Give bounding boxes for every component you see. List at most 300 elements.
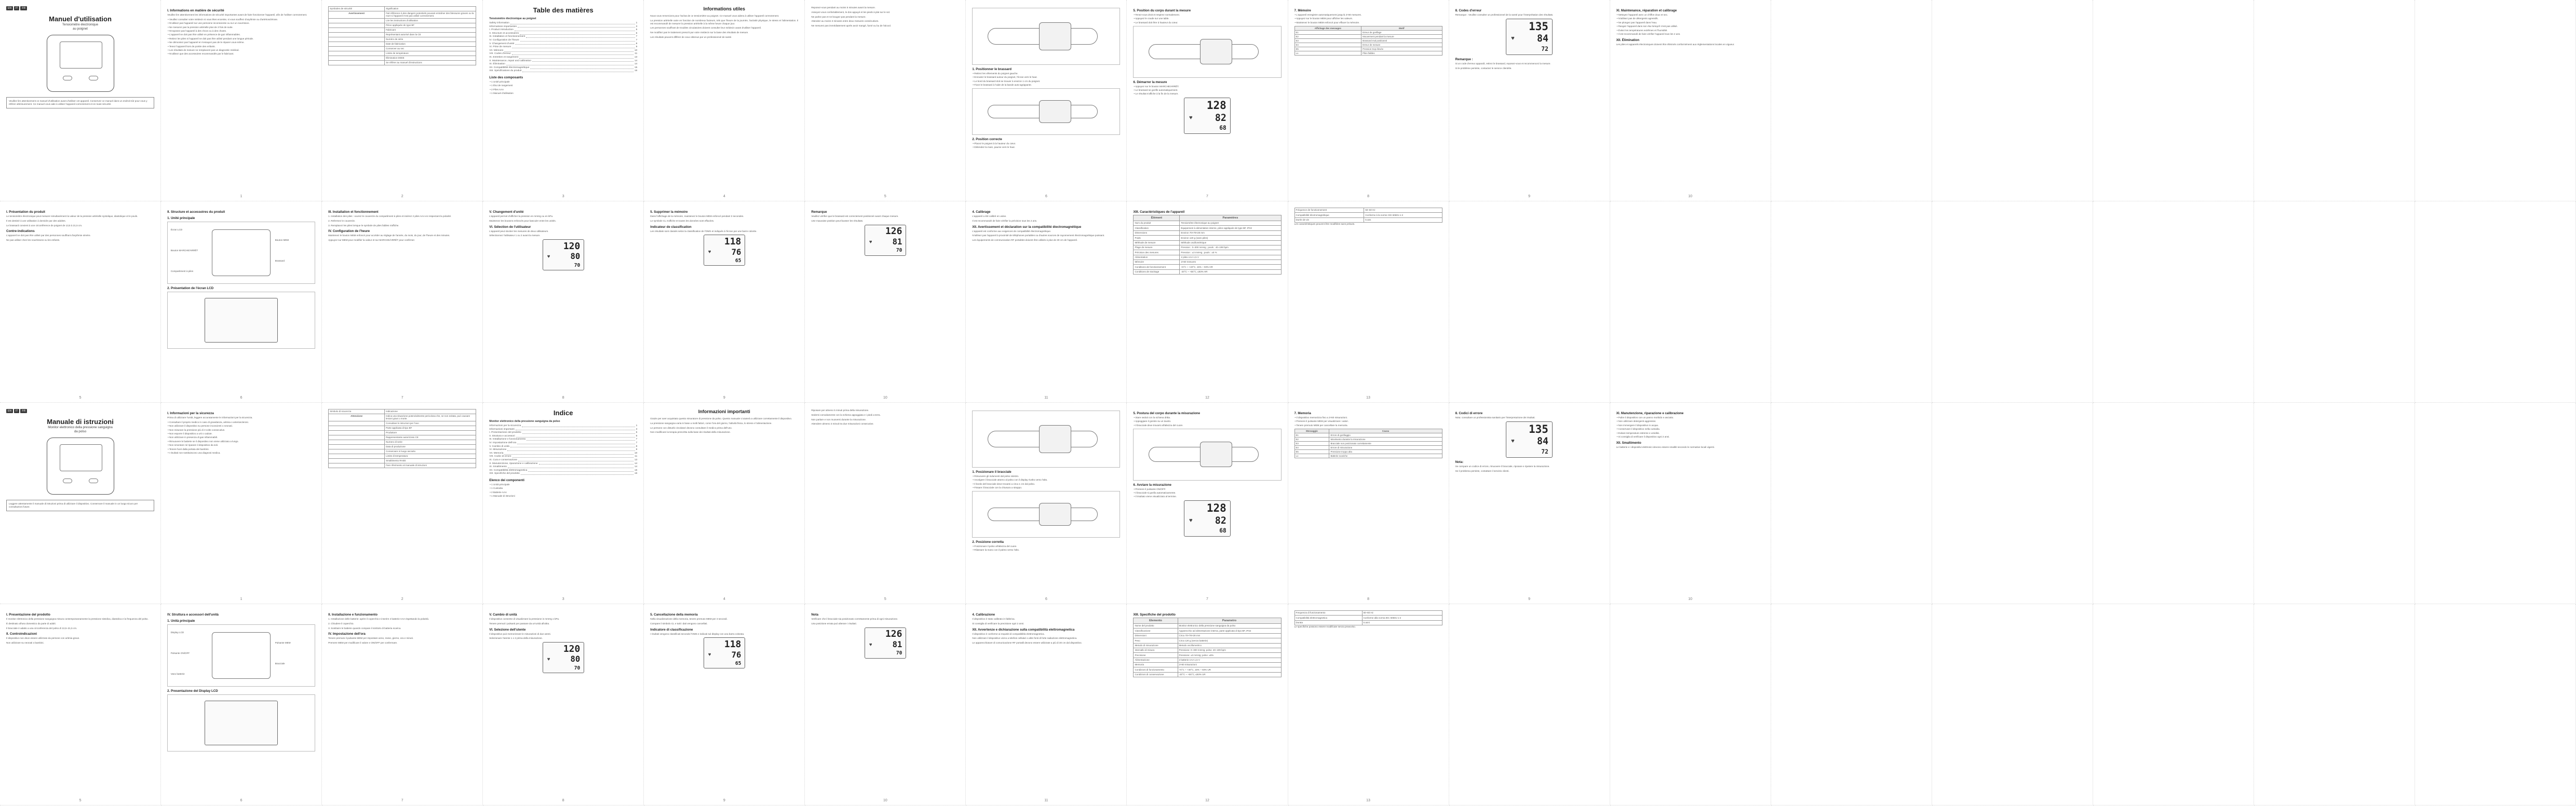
section-heading: Nota: xyxy=(1455,460,1464,464)
toc-page: 7 xyxy=(636,35,638,38)
table-row xyxy=(1134,667,1281,672)
component-item: • 1 Étui de rangement xyxy=(492,84,637,87)
section-heading: VI. Sélection de l'utilisateur xyxy=(489,225,531,229)
manual-page xyxy=(1127,604,1288,805)
paragraph: Si le problème persiste, contactez le service clientèle. xyxy=(1455,66,1512,70)
paragraph: Les équipements de communication RF portables doivent être utilisés à plus de 30 cm de l'appareil. xyxy=(972,239,1077,242)
section-heading: XII. Élimination xyxy=(1616,38,1639,42)
toc-entry[interactable] xyxy=(489,455,637,459)
bullet-item: • Retirez les piles si l'appareil ne doit pas être utilisé pendant une longue période. xyxy=(170,37,315,40)
toc-label: Informations importantes xyxy=(489,25,517,28)
lcd-reading: 65 xyxy=(735,660,741,666)
paragraph: Selezionare l'utente 1 o 2 prima della misurazione. xyxy=(489,637,543,640)
bullet-item: • Non esporre il dispositivo a urti o cadute. xyxy=(170,432,315,435)
spec-name: Durata xyxy=(1294,620,1362,625)
toc-entry[interactable] xyxy=(489,22,637,25)
paragraph: Non parlare e non muoversi durante la misurazione. xyxy=(811,418,867,421)
table-row xyxy=(1134,250,1281,255)
table-row xyxy=(1294,47,1442,51)
toc-title: Indice xyxy=(553,409,573,417)
spec-value: Conforme alla norma IEC 60601-1-2 xyxy=(1362,616,1442,620)
paragraph: Le specifiche possono essere modificate senza preavviso. xyxy=(1294,625,1356,629)
section-heading: 2. Posizione corretta xyxy=(972,540,1004,544)
bullet-item: • Consultare il proprio medico in caso di gravidanza, aritmia o arteriosclerosi. xyxy=(170,421,315,424)
symbols-table xyxy=(328,6,476,65)
heart-icon: ♥ xyxy=(869,239,872,245)
paragraph: Se il problema persiste, contattare il servizio clienti. xyxy=(1455,469,1509,472)
page-number: 7 xyxy=(401,396,403,400)
spec-name: Compatibilità elettromagnetica xyxy=(1294,616,1362,620)
spec-value: Metodo oscillometrico xyxy=(1178,643,1281,648)
subsection-heading: 1. Unité principale xyxy=(167,216,195,220)
paragraph: Si consiglia di verificare la precisione ogni 2 anni. xyxy=(972,622,1024,625)
manual-page-continuation xyxy=(1449,201,1610,403)
error-code: E3 xyxy=(1294,38,1361,43)
bullet-item: • Tenere fuori dalla portata dei bambini. xyxy=(170,448,315,451)
heart-icon: ♥ xyxy=(1511,438,1515,445)
section-heading: 6. Avviare la misurazione xyxy=(1133,483,1171,487)
paragraph: La pression artérielle varie en fonction de nombreux facteurs, tels que l'heure de la journée, l'activité physique, le stress et l'alimentation. Il est recommandé de mesurer la pression artérielle à la même heure chaque jour. xyxy=(650,19,799,25)
toc-label: Informazioni importanti xyxy=(489,428,515,431)
bullet-item: • Non misurare la pressione più di 3 volte consecutive. xyxy=(170,429,315,432)
meaning-cell: Limite de température xyxy=(385,51,476,56)
error-code: Lo xyxy=(1294,454,1329,458)
lcd-reading: 80 xyxy=(570,252,581,262)
toc-leader xyxy=(532,60,633,62)
instruction-step: • Rilassare la mano con il palmo verso l'alto. xyxy=(975,549,1120,552)
paragraph: Le tensiomètre électronique peut mesurer simultanément la valeur de la pression artérielle systolique, diastolique et le pouls. xyxy=(6,215,138,217)
diagram-label: Écran LCD xyxy=(170,228,183,231)
toc-entry[interactable] xyxy=(489,438,637,442)
paragraph: 2. Refermez le couvercle. xyxy=(328,219,356,222)
lcd-display xyxy=(704,637,745,668)
device-diagram xyxy=(167,222,315,284)
section-heading: 5. Cancellazione della memoria xyxy=(650,613,698,617)
section-heading: 5. Position du corps durant la mesure xyxy=(1133,9,1191,12)
instruction-step: • Le brassard doit être à hauteur du cœur. xyxy=(1136,21,1281,24)
symbol-cell xyxy=(329,28,385,32)
manual-page-continuation xyxy=(2093,604,2254,805)
table-row xyxy=(1134,672,1281,677)
table-row xyxy=(329,56,476,60)
manual-page-continuation xyxy=(2093,403,2254,604)
diagram-label: Bouton MEM xyxy=(275,238,289,241)
manual-page xyxy=(966,0,1127,201)
lcd-display xyxy=(1506,421,1553,458)
manual-page xyxy=(0,403,161,604)
language-flag: IT xyxy=(14,409,19,413)
table-header: Elemento xyxy=(1134,618,1178,624)
table-row xyxy=(1134,255,1281,259)
instruction-step: • Fissare il bracciale con la chiusura a strappo. xyxy=(975,486,1120,489)
symbol-cell: Attenzione xyxy=(329,414,385,421)
toc-entry[interactable] xyxy=(489,29,637,32)
error-code: E5 xyxy=(1294,47,1361,51)
page-number: 7 xyxy=(1206,195,1208,198)
instruction-step: • Détendez la main, paume vers le haut. xyxy=(975,146,1120,149)
paragraph: Une mauvaise position peut fausser les résultats. xyxy=(811,219,864,222)
lcd-reading: 72 xyxy=(1541,45,1548,52)
table-row xyxy=(1134,624,1281,629)
toc-entry[interactable] xyxy=(489,39,637,43)
bullet-item: • Ne mesurez pas la pression artérielle plus de 3 fois de suite. xyxy=(170,26,315,29)
toc-entry[interactable] xyxy=(489,63,637,66)
toc-entry[interactable] xyxy=(489,425,637,428)
paragraph: Se compare un codice di errore, rimuovere il bracciale, riposare e ripetere la misurazione. xyxy=(1455,465,1550,468)
device-button xyxy=(89,479,98,483)
manual-subtitle-2: da polso xyxy=(74,430,87,433)
lcd-reading: 70 xyxy=(574,665,581,671)
symbol-cell: Avertissement xyxy=(329,11,385,18)
section-heading: 4. Calibrazione xyxy=(972,613,995,617)
manual-page xyxy=(1127,0,1288,201)
bullet-item: • N'utilisez que des accessoires recommandés par le fabricant. xyxy=(170,52,315,56)
paragraph: Il dispositivo consente di visualizzare la pressione in mmHg o kPa. xyxy=(489,618,560,620)
wrist-illustration xyxy=(1133,26,1281,78)
spec-value: Monitor elettronico della pressione sanguigna da polso xyxy=(1178,624,1281,629)
section-heading: 2. Position correcte xyxy=(972,137,1002,141)
toc-page: 10 xyxy=(634,452,638,455)
instruction-step: • Premere il pulsante MEM per visualizzare i valori. xyxy=(1297,420,1442,423)
paragraph: L'appareil a été calibré en usine. xyxy=(972,215,1007,217)
toc-entry[interactable] xyxy=(489,43,637,46)
instruction-step: • Enroulez le brassard autour du poignet, l'écran vers le haut. xyxy=(975,76,1120,79)
meaning-cell: Indica una situazione potenzialmente pericolosa che, se non evitata, può causare lesioni gravi o morte. xyxy=(385,414,476,421)
component-item: • 1 Manuale di istruzioni xyxy=(492,495,637,498)
toc-entry[interactable] xyxy=(489,472,637,476)
manual-page xyxy=(1127,201,1288,403)
paragraph: Maintenez les boutons enfoncés pour basculer entre les unités. xyxy=(489,219,556,222)
toc-leader xyxy=(512,455,634,458)
cuff-outline xyxy=(1039,22,1071,50)
manual-page-continuation xyxy=(2254,201,2415,403)
page-number: 4 xyxy=(723,597,725,601)
toc-entry[interactable] xyxy=(489,459,637,462)
error-code: E3 xyxy=(1294,441,1329,445)
spec-name: Condizioni di conservazione xyxy=(1134,672,1178,677)
toc-leader xyxy=(504,49,633,52)
manual-page-continuation xyxy=(2093,0,2254,201)
device-outline xyxy=(212,229,271,276)
paragraph: L'appareil est conforme aux exigences de compatibilité électromagnétique. xyxy=(972,229,1051,233)
spec-name: Metodo di misurazione xyxy=(1134,643,1178,648)
specifications-table xyxy=(1294,208,1442,223)
toc-leader xyxy=(518,459,633,461)
toc-page: 14 xyxy=(634,462,638,465)
toc-entry[interactable] xyxy=(489,52,637,56)
diagram-label: Bouton MARCHE/ARRÊT xyxy=(170,249,198,252)
lcd-reading: 126 xyxy=(885,226,902,237)
paragraph: Il bracciale è adatto a una circonferenza del polso di 13,5–21,5 cm. xyxy=(6,626,77,630)
device-illustration xyxy=(47,438,114,495)
table-row xyxy=(1294,43,1442,47)
paragraph: Premere MEM per modificare il valore e ON/OFF per confermare. xyxy=(328,641,398,645)
section-heading: 1. Posizionare il bracciale xyxy=(972,470,1011,474)
table-row xyxy=(1294,441,1442,445)
spec-name: Dimensioni xyxy=(1134,633,1178,638)
toc-page: 9 xyxy=(636,46,638,49)
manual-page-continuation xyxy=(1932,201,2093,403)
toc-entry[interactable] xyxy=(489,462,637,466)
spec-name: Méthode de mesure xyxy=(1134,240,1180,245)
paragraph: 3. Remplacez les piles lorsque le symbole de piles faibles s'affiche. xyxy=(328,224,399,227)
meaning-cell: Consultare le istruzioni per l'uso xyxy=(385,421,476,426)
toc-entry[interactable] xyxy=(489,49,637,53)
table-row xyxy=(329,440,476,444)
lcd-reading: 68 xyxy=(1219,527,1226,534)
error-reason: Brassard mal positionné xyxy=(1361,38,1442,43)
cover-note: Leggere attentamente il manuale di istruzioni prima di utilizzare il dispositivo. Conservare il manuale in un luogo sicuro per consultazioni future. xyxy=(6,500,154,511)
lcd-reading: 84 xyxy=(1537,33,1548,45)
instruction-step: • Tenere premuto MEM per cancellare la memoria. xyxy=(1297,424,1442,427)
paragraph: Il dispositivo è stato calibrato in fabbrica. xyxy=(972,618,1015,620)
manual-page xyxy=(644,0,805,201)
paragraph: Grazie per aver acquistato questo misuratore di pressione da polso. Questo manuale vi aiuterà a utilizzare correttamente il dispositivo. xyxy=(650,417,792,420)
lcd-display xyxy=(1506,19,1553,55)
section-heading: I. Informazioni per la sicurezza xyxy=(167,412,214,415)
paragraph: Veuillez vérifier que le brassard est correctement positionné avant chaque mesure. xyxy=(811,215,899,217)
meaning-cell: Parte applicata di tipo BF xyxy=(385,426,476,430)
spec-value: 2×60 mesures xyxy=(1180,260,1281,265)
toc-page: 6 xyxy=(636,32,638,35)
toc-page: 9 xyxy=(636,448,638,452)
toc-entry[interactable] xyxy=(489,70,637,73)
table-row xyxy=(1134,663,1281,667)
section-heading: XIII. Specifiche del prodotto xyxy=(1133,613,1176,617)
table-row xyxy=(329,430,476,435)
toc-entry[interactable] xyxy=(489,56,637,60)
paragraph: È destinato all'uso domestico da parte di adulti. xyxy=(6,622,56,625)
toc-leader xyxy=(515,29,635,31)
spec-name: Memoria xyxy=(1134,663,1178,667)
spec-value: +5°C ~ +40°C, 15% ~ 93% HR xyxy=(1180,265,1281,269)
cuff-outline xyxy=(1200,442,1232,467)
toc-page: 5 xyxy=(636,29,638,32)
toc-leader xyxy=(507,448,635,451)
spec-value: Circa 70×78×28 mm xyxy=(1178,633,1281,638)
toc-label: X. Manutenzione, riparazione e calibrazione xyxy=(489,462,538,465)
instruction-step: • Maintenez le bouton MEM enfoncé pour effacer la mémoire. xyxy=(1297,21,1442,24)
manual-page xyxy=(483,403,644,604)
toc-label: XIII. Spécifications du produit xyxy=(489,70,522,73)
toc-leader xyxy=(515,43,635,45)
section-heading: 5. Supprimer la mémoire xyxy=(650,210,688,214)
symbol-cell xyxy=(329,42,385,46)
paragraph: Veuillez lire attentivement les informations de sécurité importantes avant de faire fonctionner l'appareil, afin de l'utiliser correctement. xyxy=(167,13,307,16)
manual-page xyxy=(644,403,805,604)
toc-title: Table des matières xyxy=(533,6,594,14)
manual-page-continuation xyxy=(2415,201,2576,403)
bullet-item: • Veuillez consulter votre médecin si vous êtes enceinte, si vous souffrez d'arythmie ou d'artériosclérose. xyxy=(170,18,315,21)
toc-entry[interactable] xyxy=(489,442,637,445)
bullet-item: • Rimuovere le batterie se il dispositivo non viene utilizzato a lungo. xyxy=(170,440,315,443)
section-heading: Remarque xyxy=(811,210,827,214)
spec-name: Alimentazione xyxy=(1134,658,1178,662)
page-number: 1 xyxy=(240,195,242,198)
instruction-step: • Il bracciale si gonfia automaticamente. xyxy=(1136,491,1281,495)
heart-icon: ♥ xyxy=(547,657,550,663)
spec-value: Environ 70×78×28 mm xyxy=(1180,230,1281,235)
toc-page: 14 xyxy=(634,466,638,469)
maintenance-item: • Nettoyez l'appareil avec un chiffon doux et sec. xyxy=(1619,13,1764,17)
instruction-step: • Stare seduti con la schiena dritta. xyxy=(1136,416,1281,419)
page-number: 4 xyxy=(723,195,725,198)
toc-page: 13 xyxy=(634,458,638,461)
lcd-reading: 120 xyxy=(563,240,581,252)
lcd-reading: 128 xyxy=(1206,502,1226,515)
toc-leader xyxy=(521,472,633,475)
spec-name: Frequenza di funzionamento xyxy=(1294,611,1362,616)
table-row xyxy=(329,28,476,32)
meaning-cell: Pièce appliquée de type BF xyxy=(385,23,476,28)
section-heading: V. Changement d'unité xyxy=(489,210,524,214)
meaning-cell: Smaltimento RAEE xyxy=(385,458,476,463)
cuff-outline xyxy=(1039,503,1071,526)
instruction-step: • Appuyez le coude sur une table. xyxy=(1136,17,1281,20)
toc-entry[interactable] xyxy=(489,35,637,39)
manual-page-continuation xyxy=(1932,604,2093,805)
manual-page-continuation xyxy=(2254,403,2415,604)
table-row xyxy=(1294,213,1442,217)
instruction-step: • Fixez le brassard à l'aide de la bande auto-agrippante. xyxy=(975,84,1120,87)
table-row xyxy=(329,414,476,421)
toc-leader xyxy=(512,52,634,55)
section-heading: 8. Codici di errore xyxy=(1455,412,1483,415)
table-row xyxy=(329,454,476,458)
spec-name: Alimentation xyxy=(1134,255,1180,259)
manual-page-continuation xyxy=(1771,0,1932,201)
specifications-table xyxy=(1133,215,1281,275)
spec-value: 50–60 Hz xyxy=(1364,208,1442,213)
cuff-outline xyxy=(1039,425,1071,453)
spec-name: Nom du produit xyxy=(1134,221,1180,226)
spec-name: Classificazione xyxy=(1134,629,1178,633)
toc-page: 11 xyxy=(635,52,638,56)
error-reason: Mouvement pendant la mesure xyxy=(1361,34,1442,38)
page-number: 6 xyxy=(240,799,242,802)
error-code: E1 xyxy=(1294,30,1361,34)
error-reason: Pression trop élevée xyxy=(1361,47,1442,51)
spec-value: 2 piles AAA 1,5 V xyxy=(1180,255,1281,259)
toc-leader xyxy=(516,428,635,431)
section-heading: IV. Configuration de l'heure xyxy=(328,229,370,234)
section-heading: Contre-indications xyxy=(6,229,35,234)
maintenance-item: • Pulire il dispositivo con un panno morbido e asciutto. xyxy=(1619,416,1764,419)
paragraph: Non modificare la terapia prescritta sulla base dei risultati della misurazione. xyxy=(650,431,731,434)
lcd-reading: 126 xyxy=(885,629,902,640)
info-title: Informazioni importanti xyxy=(698,409,750,414)
spec-value: 2 batterie AAA 1,5 V xyxy=(1178,658,1281,662)
paragraph: Compare il simbolo CL e tutti i dati vengono cancellati. xyxy=(650,622,708,625)
table-row xyxy=(1294,51,1442,55)
spec-value: Pression : 0–300 mmHg ; pouls : 40–199 bpm xyxy=(1180,245,1281,250)
spec-name: Dimensions xyxy=(1134,230,1180,235)
section-heading: XII. Smaltimento xyxy=(1616,441,1641,445)
section-heading: 1. Positionner le brassard xyxy=(972,67,1012,71)
table-header: Symboles de sécurité xyxy=(329,7,385,11)
table-row xyxy=(1294,38,1442,43)
lcd-display xyxy=(1184,98,1231,134)
toc-entry[interactable] xyxy=(489,60,637,63)
table-row xyxy=(1294,217,1442,222)
manual-page-continuation xyxy=(1610,604,1771,805)
manual-page xyxy=(1449,0,1610,201)
page-number: 6 xyxy=(1045,195,1047,198)
toc-leader xyxy=(517,442,635,444)
toc-entry[interactable] xyxy=(489,448,637,452)
toc-entry[interactable] xyxy=(489,46,637,49)
page-number: 1 xyxy=(240,597,242,601)
section-heading: Indicatore di classificazione xyxy=(650,627,693,632)
manual-subtitle-2: au poignet xyxy=(73,27,88,31)
meaning-cell: Élimination DEEE xyxy=(385,56,476,60)
device-button xyxy=(63,76,72,80)
meaning-cell: Rappresentante autorizzato CE xyxy=(385,435,476,440)
paragraph: L'appareil ne doit pas être utilisé par des personnes souffrant d'arythmie sévère. xyxy=(6,234,91,237)
manual-page xyxy=(161,201,322,403)
bullet-item: • Tenez l'appareil hors de portée des enfants. xyxy=(170,45,315,48)
table-header: Causa xyxy=(1329,429,1442,433)
toc-label: VIII. Codici di errore xyxy=(489,455,511,458)
manual-page xyxy=(483,201,644,403)
table-row xyxy=(329,60,476,65)
toc-label: VI. Prise de mesure xyxy=(489,46,511,49)
section-heading: 5. Postura del corpo durante la misurazione xyxy=(1133,412,1201,415)
toc-leader xyxy=(526,35,635,38)
page-number: 9 xyxy=(723,396,725,400)
bullet-item: • L'appareil ne doit pas être utilisé en présence de gaz inflammables. xyxy=(170,33,315,36)
meaning-cell: Numero di serie xyxy=(385,440,476,444)
table-row xyxy=(1134,648,1281,652)
table-header: Affichage des messages xyxy=(1294,26,1361,30)
toc-entry[interactable] xyxy=(489,431,637,435)
diagram-label: Display LCD xyxy=(170,631,184,634)
manual-page-continuation xyxy=(1932,0,2093,201)
manual-page xyxy=(644,604,805,805)
heart-icon: ♥ xyxy=(708,652,711,658)
toc-page: 14 xyxy=(634,59,638,62)
table-row xyxy=(1294,454,1442,458)
table-header: Paramètres xyxy=(1180,215,1281,221)
table-row xyxy=(1294,620,1442,625)
toc-entry[interactable] xyxy=(489,445,637,449)
manual-page xyxy=(1127,403,1288,604)
paragraph: Il dispositivo è conforme ai requisiti di compatibilità elettromagnetica. xyxy=(972,632,1045,635)
spec-name: Precisione xyxy=(1134,653,1178,658)
maintenance-item: • Non utilizzare detergenti aggressivi. xyxy=(1619,420,1764,423)
toc-label: XI. Élimination xyxy=(489,63,505,66)
table-row xyxy=(329,46,476,51)
symbols-table xyxy=(328,409,476,468)
error-reason: Bracciale non posizionato correttamente xyxy=(1329,441,1442,445)
section-heading: XII. Avvertenze e dichiarazione sulla compatibilità elettromagnetica xyxy=(972,627,1075,632)
error-reason: Erreur de mesure xyxy=(1361,43,1442,47)
info-title: Informations utiles xyxy=(703,6,746,11)
paragraph: Le symbole CL s'affiche et toutes les données sont effacées. xyxy=(650,219,714,222)
section-heading: VI. Selezione dell'utente xyxy=(489,627,526,632)
toc-leader xyxy=(510,22,635,24)
toc-label: XII. Compatibilità elettromagnetica xyxy=(489,469,528,472)
component-item: • 1 Unité principale xyxy=(492,80,637,84)
toc-page: 1 xyxy=(636,22,638,24)
page-number: 5 xyxy=(884,597,886,601)
note-text: Nota: consultare un professionista sanitario per l'interpretazione dei risultati. xyxy=(1455,416,1535,419)
error-reason: Piles faibles xyxy=(1361,51,1442,55)
toc-entry[interactable] xyxy=(489,466,637,469)
spec-value: Pressione: ±3 mmHg; polso: ±5% xyxy=(1178,653,1281,658)
toc-leader xyxy=(522,425,635,427)
symbol-cell xyxy=(329,32,385,37)
